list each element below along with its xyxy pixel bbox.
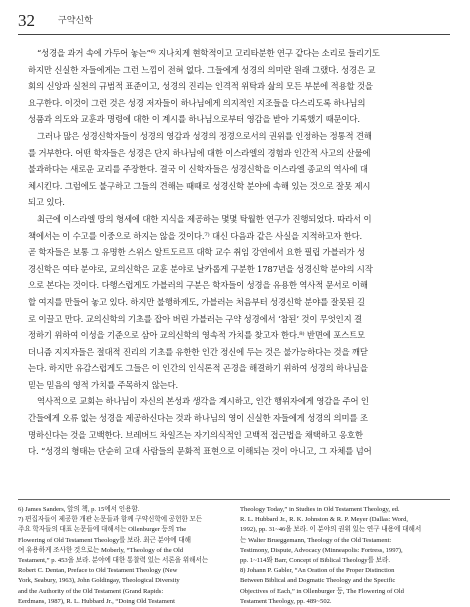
body-line: 그러나 많은 성경신학자들이 성경의 영감과 성경의 정경으로서의 권위를 인정하는 정통적 견해 [37,130,372,141]
body-line: 는다. 하지만 유감스럽게도 그들은 이 인간의 인식론적 곤경을 해결하기 위하여 성경의 하나님을 [28,363,368,374]
body-line: 불과하다는 새로운 교리를 주장한다. 결국 이 신학자들은 성경신학을 이스라엘 종교의 역사에 대 [28,164,368,175]
body-line: 더니즘 지지자들은 절대적 진리의 기초를 유한한 인간 정신에 두는 것은 불가능하다는 것을 깨닫 [28,346,368,357]
footnote-line: Objectives of Each,” in Ollenburger 등, The Flowering of Old [240,587,404,595]
body-line: 요구한다. 이것이 그런 것은 성경 저자들이 하나님에게 의지적인 지조들을 다스리도록 하나님의 [28,97,366,108]
page-number: 32 [18,11,35,30]
body-line: 으로 본다는 것이다. 다행스럽게도 가블러의 구분은 학자들이 성경을 유용한 역사적 문서로 이해 [28,280,368,291]
body-line: 명하신다는 것을 고백한다. 브레버드 차일즈는 자기의식적인 고백적 접근법을 채택하고 옹호한 [28,429,363,440]
footnote-line: 6) James Sanders, 앞의 책, p. 15에서 인용함. [18,506,140,513]
body-line: 경신학은 여타 분야로, 교의신학은 교훈 분야로 날카롭게 구분한 1787년을 성경신학 분야의 시작 [28,263,373,274]
footnote-line: pp. 1~114와 Barr, Concept of Biblical Theology를 보라. [240,556,391,564]
body-line: “성경을 과거 속에 가두어 놓는”⁶⁾ 지나치게 현학적이고 고리타분한 연구 같다는 소리로 들리기도 [37,48,380,58]
footnote-line: Between Biblical and Dogmatic Theology and the Specific [240,577,396,585]
footnotes-right-column [240,505,450,607]
body-line: 최근에 이스라엘 땅의 형세에 대한 지식을 제공하는 몇몇 탁월한 연구가 진행되었다. 따라서 이 [37,213,372,224]
body-line: 할 여지를 만들어 놓고 있다. 하지만 불행하게도, 가블러는 처음부터 성경신학 분야를 잘못된 길 [28,296,365,307]
body-line: 곧 학자들은 보통 그 유명한 스위스 알트도르프 대학 교수 취임 강연에서 요한 필립 가블러가 성 [28,247,365,258]
body-line: 로 이끌고 만다. 교의신학의 기초를 잡아 버린 가블러는 구약 성경에서 ‘참된’ 것이 무엇인지 결 [28,313,362,324]
footnote-line: 주요 학자들의 대표 논문들에 대해서는 Ollenburger 등의 The [18,526,187,534]
footnote-line: Theology Today,” in Studies in Old Testament Theology, ed. [240,506,400,513]
footnote-line: Flowering of Old Testament Theology를 보라. 최근 분야에 대해 [18,536,192,544]
footnote-line: Robert C. Dentan, Preface to Old Testament Theology (New [18,567,178,575]
body-line: 되고 있다. [28,197,65,208]
body-line: 믿는 믿음의 영적 가치를 주목하지 않는다. [28,379,179,390]
page-header [18,11,450,33]
body-line: 체시킨다. 그럼에도 불구하고 그들의 견해는 때때로 성경신학 분야에 속해 있는 것으로 잘못 제시 [28,180,371,191]
footnote-line: Testament,” p. 453을 보라. 분야에 대한 통찰력 있는 서론을 위해서는 [18,556,209,564]
body-line: 간들에게 오류 없는 성경을 제공하신다는 것과 하나님의 영이 신실한 자들에게 성경의 의미를 조 [28,413,368,424]
footnote-line: Testament Theology, pp. 489~502. [240,597,332,605]
footnote-line: Eerdmans, 1987), R. L. Hubbard Jr., “Doing Old Testament [18,597,175,605]
footnotes-rule [18,499,450,500]
footnote-line: 1992), pp. 31~46을 보라. 이 분야의 권위 있는 연구 내용에 대해서 [240,526,422,534]
footnote-line: and the Authority of the Old Testament (Grand Rapids: [18,587,164,595]
body-line: 성품과 의도와 교훈과 명령에 대한 이 계시를 하나님으로부터 영감을 받아 기록했기 때문이다. [28,114,360,125]
body-line: 다. “성경의 형태는 단순히 고대 사람들의 문화적 표현으로 이해되는 것이 아니고, 그 자체를 넘어 [28,446,372,457]
body-line: 를 거부한다. 어떤 학자들은 성경은 단지 하나님에 대한 이스라엘의 경험과 인간적 사고의 산물에 [28,147,371,158]
footnotes-left-column [18,505,228,607]
footnote-line: Testimony, Dispute, Advocacy (Minneapolis: Fortress, 1997), [240,546,403,554]
footnote-line: 8) Johann P. Gabler, “An Oration of the Proper Distinction [240,567,395,575]
body-text [28,45,442,460]
header-rule [18,34,450,35]
footnote-line: 는 Walter Brueggemann, Theology of the Old Testament: [240,536,392,544]
footnote-line: York, Seabury, 1963), John Goldingay, Theological Diversity [18,577,180,585]
body-line: 책에서는 이 수고를 이중으로 하지는 않을 것이다.⁷⁾ 대신 다음과 같은 사실을 지적하고자 한다. [28,230,363,241]
body-line: 회의 신앙과 실천의 규범적 표준이고, 성경의 진리는 인격적 위탁과 삶의 모든 부분에 적용할 것을 [28,81,373,92]
footnote-line: R. L. Hubbard Jr., R. K. Johnston & R. P. Meyer (Dallas: Word, [240,516,409,524]
body-line: 역사적으로 교회는 하나님이 자신의 본성과 생각을 계시하고, 인간 행위자에게 영감을 주어 인 [37,396,369,407]
footnote-line: 여 유용하게 조사한 것으로는 Moberly, “Theology of the Old [18,546,184,554]
body-line: 하지만 신실한 자들에게는 그런 느낌이 전혀 없다. 그들에게 성경의 의미란 원래 그랬다. 성경은 교 [28,64,376,75]
body-line: 정하기 위하여 이성을 기준으로 삼아 교의신학의 영속적 가치를 찾고자 한다.⁸⁾ 반면에 포스트모 [28,330,365,341]
running-head: 구약신학 [58,16,93,26]
footnote-line: 7) 편집자들이 제공한 개관 논문들과 함께 구약신학에 공헌한 모든 [18,516,203,524]
